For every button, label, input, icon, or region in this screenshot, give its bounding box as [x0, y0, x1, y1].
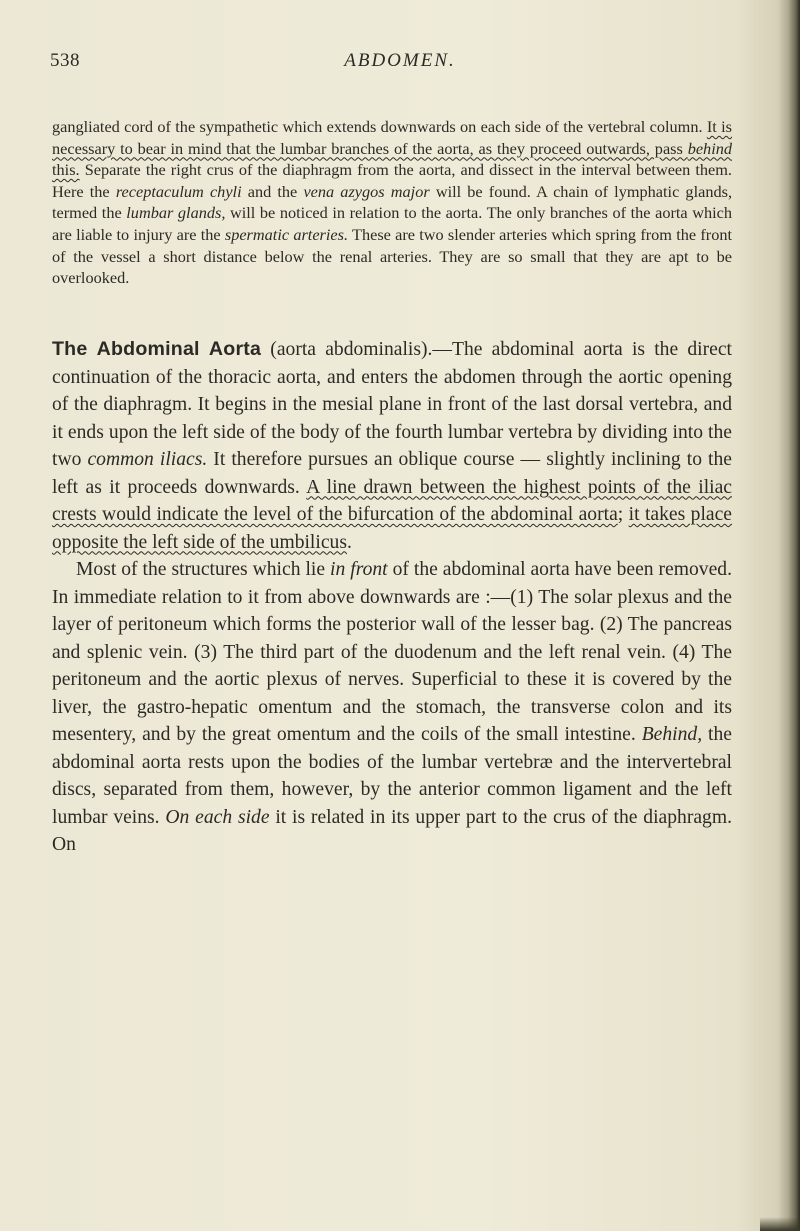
text-run: ; — [617, 504, 629, 525]
running-title: ABDOMEN. — [344, 50, 456, 71]
text-run: will be found. A chain of lymphatic glands, termed the — [52, 181, 733, 223]
text-run: and the — [241, 181, 304, 201]
page-corner-shadow — [760, 1217, 800, 1231]
section-heading: The Abdominal Aorta — [52, 338, 262, 360]
italic-term: lumbar glands, — [126, 203, 226, 223]
text-run: Separate the right crus of the diaphragm from the aorta, and dissect in the interval between them. Here the — [52, 160, 732, 201]
paragraph-small-print — [52, 116, 732, 289]
page-number: 538 — [50, 50, 80, 71]
underlined-passage: A line drawn between the highest points of the iliac crests would indicate the level of the bifurcation of the abdominal aorta — [52, 476, 733, 525]
italic-term: behind — [687, 138, 732, 158]
text-run: Most of the structures which lie — [76, 559, 331, 580]
italic-term: Behind, — [641, 724, 703, 745]
text-run: . — [346, 531, 352, 553]
paragraph-abdominal-aorta — [52, 336, 732, 556]
text-run: will be noticed in relation to the aorta. The only branches of the aorta which are liable to injury are the — [52, 203, 733, 244]
italic-term: On each side — [165, 806, 270, 828]
text-run: it is related in its upper part to the crus of the diaphragm. On — [52, 806, 732, 855]
text-run: the abdominal aorta rests upon the bodies of the lumbar vertebræ and the intervertebral discs, separated from them, however, by the anterior common ligament and the left lumbar veins. — [52, 724, 732, 828]
paragraph-sympathetic-cord — [52, 116, 732, 289]
text-run: It therefore pursues an oblique course — slightly inclining to the left as it proceeds downwards. — [52, 449, 732, 498]
text-run: of the abdominal aorta have been removed. In immediate relation to it from above downwards are :—(1) The solar plexus and the layer of peritoneum which forms the posterior wall of the lesser bag. (2) The pancreas and splenic vein. (3) The third part of the duodenum and the left renal vein. (4) The peritoneum and the aortic plexus of nerves. Superficial to these it is covered by the liver, the gastro-hepatic omentum and the stomach, the transverse colon and its mesentery, and by the great omentum and the coils of the small intestine. — [52, 559, 732, 745]
italic-term: spermatic arteries. — [224, 224, 349, 244]
italic-term: common iliacs. — [87, 449, 208, 470]
italic-term: in front — [330, 559, 388, 580]
text-run: It is necessary to bear in mind that the lumbar branches of the aorta, as they proceed outwards, pass — [52, 117, 732, 158]
main-text — [52, 336, 732, 859]
text-run: this. — [52, 160, 80, 180]
page-header — [50, 50, 750, 80]
italic-term: vena azygos major — [303, 181, 430, 201]
italic-term: receptaculum chyli — [115, 181, 242, 201]
underlined-passage: it takes place opposite the left side of the umbilicus — [52, 504, 733, 553]
paragraph-relations — [52, 556, 732, 859]
text-run: These are two slender arteries which spring from the front of the vessel a short distance below the renal arteries. They are so small that they are apt to be overlooked. — [52, 224, 733, 288]
page-edge-shadow — [778, 0, 800, 1231]
text-run: gangliated cord of the sympathetic which extends downwards on each side of the vertebral column. — [52, 117, 707, 136]
text-run: (aorta abdominalis).—The abdominal aorta is the direct continuation of the thoracic aorta, and enters the abdomen through the aortic opening of the diaphragm. It begins in the mesial plane in front of the last dorsal vertebra, and it ends upon the left side of the body of the fourth lumbar vertebra by dividing into the two — [52, 339, 732, 470]
